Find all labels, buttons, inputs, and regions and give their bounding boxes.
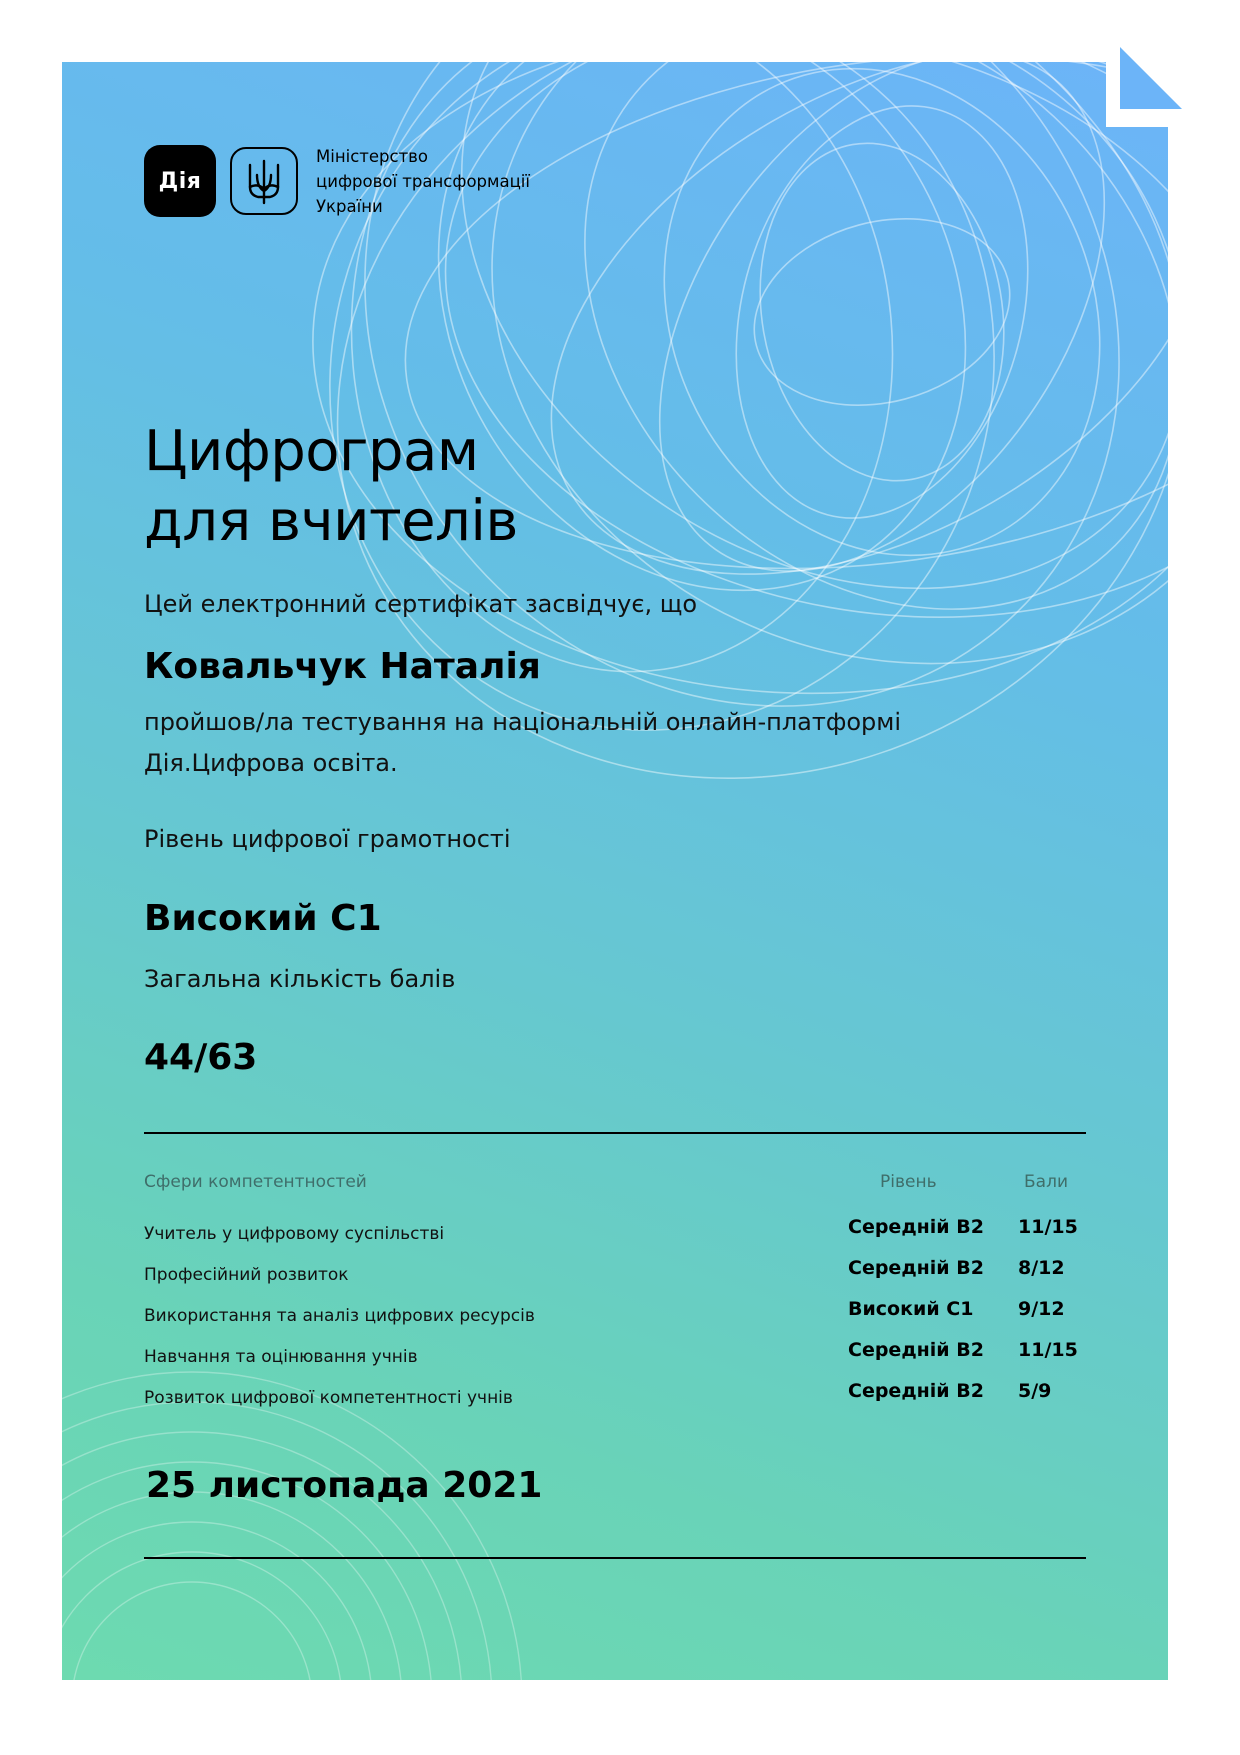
row-score: 11/15: [1018, 1216, 1078, 1238]
row-sphere: Розвиток цифрової компетентності учнів: [144, 1388, 513, 1408]
divider-top: [144, 1132, 1086, 1134]
row-score: 8/12: [1018, 1257, 1065, 1279]
certificate-sheet: [62, 62, 1168, 1680]
score-label: Загальна кількість балів: [144, 965, 456, 993]
row-level: Середній В2: [848, 1257, 984, 1279]
row-level: Середній В2: [848, 1339, 984, 1361]
row-sphere: Навчання та оцінювання учнів: [144, 1347, 418, 1367]
trident-icon: [230, 147, 298, 215]
level-label: Рівень цифрової грамотності: [144, 825, 511, 853]
passed-text-line-1: пройшов/ла тестування на національній онлайн-платформі: [144, 708, 902, 736]
diia-logo: [144, 145, 216, 217]
ministry-line-2: цифрової трансформації: [316, 171, 530, 191]
title-line-1: Цифрограм: [144, 419, 479, 484]
score-value: 44/63: [144, 1037, 258, 1078]
table-header-level: Рівень: [880, 1172, 937, 1192]
row-score: 11/15: [1018, 1339, 1078, 1361]
row-score: 5/9: [1018, 1380, 1052, 1402]
row-level: Високий С1: [848, 1298, 974, 1320]
header-logos: [144, 144, 530, 218]
ministry-line-1: Міністерство: [316, 146, 429, 166]
row-level: Середній В2: [848, 1216, 984, 1238]
row-level: Середній В2: [848, 1380, 984, 1402]
divider-bottom: [144, 1557, 1086, 1559]
table-header-score: Бали: [1024, 1172, 1068, 1192]
intro-text: Цей електронний сертифікат засвідчує, що: [144, 590, 698, 618]
decorative-mesh: [62, 62, 1168, 1680]
table-header-sphere: Сфери компетентностей: [144, 1172, 367, 1192]
ministry-name: [316, 144, 530, 219]
certificate-title: [144, 417, 518, 557]
row-sphere: Професійний розвиток: [144, 1265, 349, 1285]
row-sphere: Використання та аналіз цифрових ресурсів: [144, 1306, 535, 1326]
level-value: Високий С1: [144, 898, 382, 939]
title-line-2: для вчителів: [144, 489, 518, 554]
diia-logo-text: Дія: [158, 168, 202, 194]
folded-corner: [1106, 47, 1186, 127]
certificate-date: 25 листопада 2021: [146, 1465, 543, 1506]
row-sphere: Учитель у цифровому суспільстві: [144, 1224, 445, 1244]
passed-text-line-2: Дія.Цифрова освіта.: [144, 749, 398, 777]
ministry-line-3: України: [316, 196, 383, 216]
row-score: 9/12: [1018, 1298, 1065, 1320]
recipient-name: Ковальчук Наталія: [144, 646, 541, 687]
